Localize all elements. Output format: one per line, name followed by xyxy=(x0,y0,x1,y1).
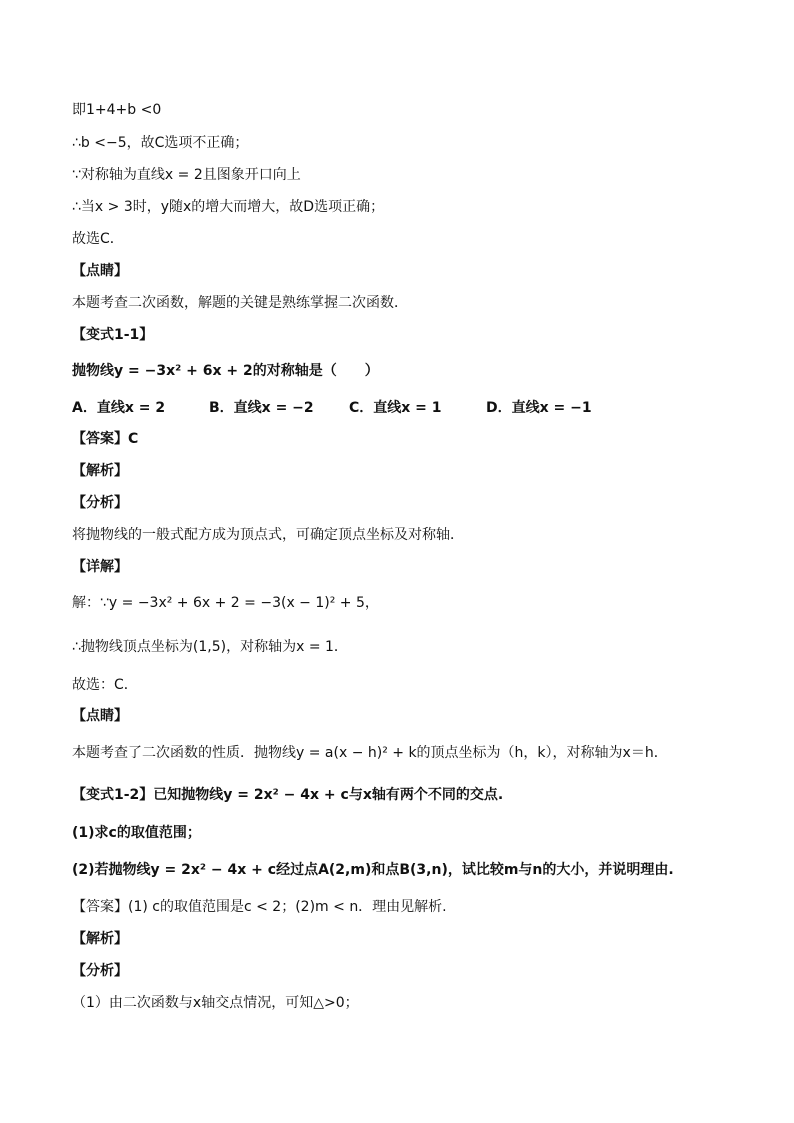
text-line-7: 本题考查二次函数，解题的关键是熟练掌握二次函数． xyxy=(72,295,408,311)
text-line-20: 本题考查了二次函数的性质．抛物线y = a(x − h)² + k的顶点坐标为（h，k），对称轴为x＝h． xyxy=(72,745,668,761)
text-line-5: 故选C． xyxy=(72,231,124,247)
answer-1-2: 【答案】(1) c的取值范围是c < 2；(2)m < n．理由见解析. xyxy=(72,899,447,915)
answer-1-1: 【答案】C xyxy=(72,431,139,447)
question-1-2-part-1: (1)求c的取值范围； xyxy=(72,825,201,841)
solution-line-2: ∴抛物线顶点坐标为(1,5)，对称轴为x = 1． xyxy=(72,639,348,655)
section-heading-detail-1: 【详解】 xyxy=(72,559,128,575)
section-heading-tips-1: 【点睛】 xyxy=(72,263,128,279)
option-b: B．直线x = −2 xyxy=(209,400,314,416)
text-line-2: ∴b <−5，故C选项不正确； xyxy=(72,135,249,151)
text-line-4: ∴当x > 3时，y随x的增大而增大，故D选项正确； xyxy=(72,199,385,215)
option-d: D．直线x = −1 xyxy=(486,400,592,416)
section-heading-analysis-1: 【解析】 xyxy=(72,463,128,479)
section-heading-tips-2: 【点睛】 xyxy=(72,708,128,724)
text-line-27: （1）由二次函数与x轴交点情况，可知△>0； xyxy=(72,995,359,1011)
section-heading-breakdown-2: 【分析】 xyxy=(72,963,128,979)
solution-line-3: 故选：C． xyxy=(72,677,138,693)
question-1-1: 抛物线y = −3x² + 6x + 2的对称轴是（ ） xyxy=(72,363,379,379)
options-row xyxy=(72,398,592,418)
question-1-2-part-2: (2)若抛物线y = 2x² − 4x + c经过点A(2,m)和点B(3,n)，试比较m与n的大小，并说明理由. xyxy=(72,862,674,878)
text-line-3: ∵对称轴为直线x = 2且图象开口向上 xyxy=(72,167,301,183)
option-c: C．直线x = 1 xyxy=(349,400,442,416)
section-heading-breakdown-1: 【分析】 xyxy=(72,495,128,511)
variant-heading-1-2: 【变式1-2】已知抛物线y = 2x² − 4x + c与x轴有两个不同的交点. xyxy=(72,787,504,803)
text-line-1: 即1+4+b <0 xyxy=(72,102,162,118)
section-heading-analysis-2: 【解析】 xyxy=(72,931,128,947)
variant-heading-1-1: 【变式1-1】 xyxy=(72,327,154,343)
solution-line-1: 解：∵y = −3x² + 6x + 2 = −3(x − 1)² + 5， xyxy=(72,595,379,611)
option-a: A．直线x = 2 xyxy=(72,400,166,416)
text-line-14: 将抛物线的一般式配方成为顶点式，可确定顶点坐标及对称轴． xyxy=(72,527,464,543)
